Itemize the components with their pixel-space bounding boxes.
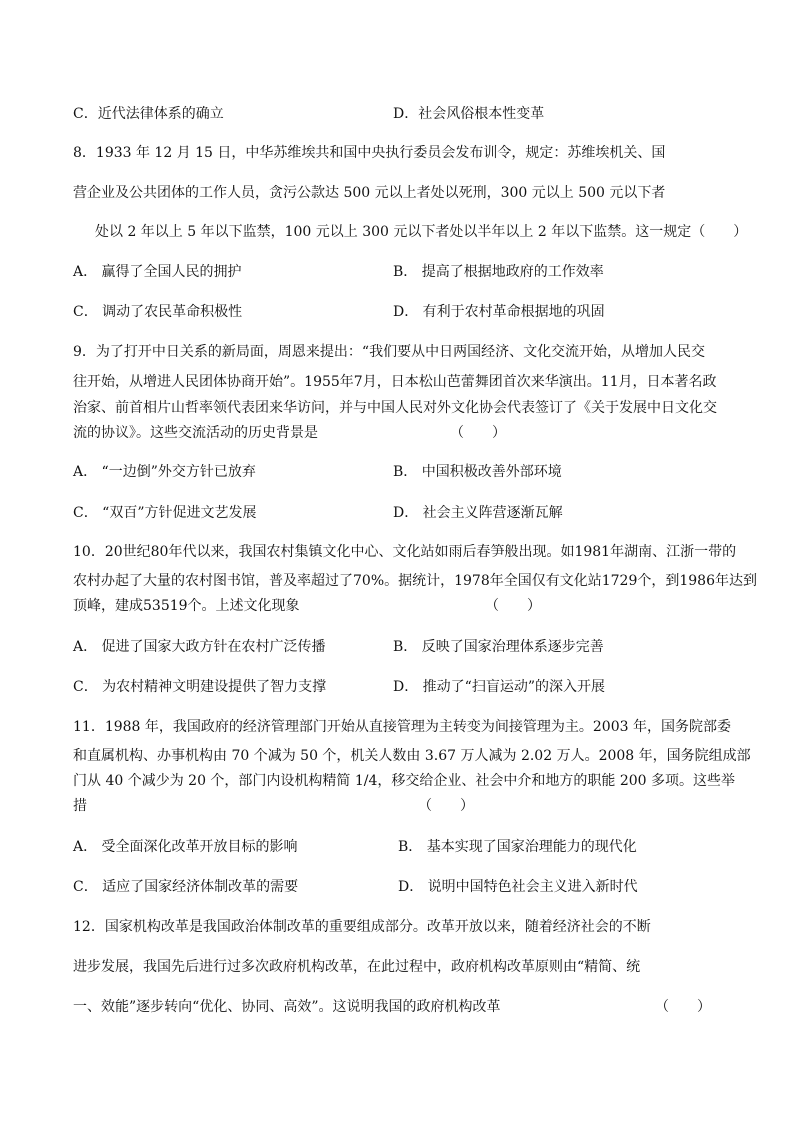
q9-stem-line-3: 治家、前首相片山哲率领代表团来华访问，并与中国人民对外文化协会代表签订了《关于发展中日文化交 (73, 400, 717, 416)
q8-option-c: C． 调动了农民革命积极性 (73, 304, 243, 320)
q8-stem-line-3: 处以 2 年以上 5 年以下监禁，100 元以上 300 元以下者处以半年以上 2 年以下监禁。这一规定（ ） (95, 224, 748, 240)
q10-stem-line-2: 农村办起了大量的农村图书馆，普及率超过了70%。据统计，1978年全国仅有文化站1729个，到1986年达到 (73, 573, 758, 589)
q12-stem-line-2: 进步发展，我国先后进行过多次政府机构改革，在此过程中，政府机构改革原则由“精简、统 (73, 959, 641, 975)
q11-stem-line-3: 门从 40 个减少为 20 个，部门内设机构精简 1/4，移交给企业、社会中介和地方的职能 200 多项。这些举 (73, 773, 736, 789)
q7-option-d: D．社会风俗根本性变革 (393, 106, 545, 122)
q11-answer-paren: （ ） (418, 798, 474, 814)
q8-stem-line-1: 8．1933 年 12 月 15 日，中华苏维埃共和国中央执行委员会发布训令，规定：苏维埃机关、国 (73, 145, 666, 161)
q9-stem-line-4: 流的协议》。这些交流活动的历史背景是 (73, 425, 318, 441)
q11-option-c: C． 适应了国家经济体制改革的需要 (73, 879, 299, 895)
q8-option-d: D． 有利于农村革命根据地的巩固 (393, 304, 605, 320)
q9-stem-line-2: 往开始，从增进人民团体协商开始”。1955年7月，日本松山芭蕾舞团首次来华演出。11月，日本著名政 (73, 374, 717, 390)
q11-option-d: D． 说明中国特色社会主义进入新时代 (398, 879, 638, 895)
q10-answer-paren: （ ） (485, 598, 541, 614)
q7-option-c: C．近代法律体系的确立 (73, 106, 224, 122)
q9-option-b: B． 中国积极改善外部环境 (393, 464, 562, 480)
q8-stem-line-2: 营企业及公共团体的工作人员，贪污公款达 500 元以上者处以死刑，300 元以上 500 元以下者 (73, 185, 666, 201)
q10-option-a: A． 促进了国家大政方针在农村广泛传播 (73, 639, 326, 655)
q11-option-b: B． 基本实现了国家治理能力的现代化 (398, 839, 637, 855)
q11-stem-line-4: 措 (73, 798, 87, 814)
q8-option-a: A． 赢得了全国人民的拥护 (73, 264, 242, 280)
q9-answer-paren: （ ） (450, 425, 506, 441)
q9-option-a: A． “一边倒”外交方针已放弃 (73, 464, 256, 480)
q9-option-c: C． “双百”方针促进文艺发展 (73, 505, 257, 521)
q10-stem-line-1: 10．20世纪80年代以来，我国农村集镇文化中心、文化站如雨后春笋般出现。如1981年湖南、江浙一带的 (73, 544, 737, 560)
q11-stem-line-2: 和直属机构、办事机构由 70 个减为 50 个，机关人数由 3.67 万人减为 2.02 万人。2008 年，国务院组成部 (73, 748, 751, 764)
q8-option-b: B． 提高了根据地政府的工作效率 (393, 264, 604, 280)
q10-option-b: B． 反映了国家治理体系逐步完善 (393, 639, 604, 655)
q12-stem-line-1: 12．国家机构改革是我国政治体制改革的重要组成部分。改革开放以来，随着经济社会的不断 (73, 919, 651, 935)
q10-stem-line-3: 顶峰，建成53519个。上述文化现象 (73, 598, 300, 614)
q9-stem-line-1: 9．为了打开中日关系的新局面，周恩来提出：“我们要从中日两国经济、文化交流开始，从增加人民交 (73, 344, 706, 360)
q11-stem-line-1: 11．1988 年，我国政府的经济管理部门开始从直接管理为主转变为间接管理为主。2003 年，国务院部委 (73, 719, 731, 735)
q12-stem-line-3: 一、效能”逐步转向“优化、协同、高效”。这说明我国的政府机构改革 (73, 999, 501, 1015)
q12-answer-paren: （ ） (655, 999, 711, 1015)
q11-option-a: A． 受全面深化改革开放目标的影响 (73, 839, 298, 855)
q10-option-c: C． 为农村精神文明建设提供了智力支撑 (73, 679, 327, 695)
q9-option-d: D． 社会主义阵营逐渐瓦解 (393, 505, 563, 521)
q10-option-d: D． 推动了“扫盲运动”的深入开展 (393, 679, 605, 695)
